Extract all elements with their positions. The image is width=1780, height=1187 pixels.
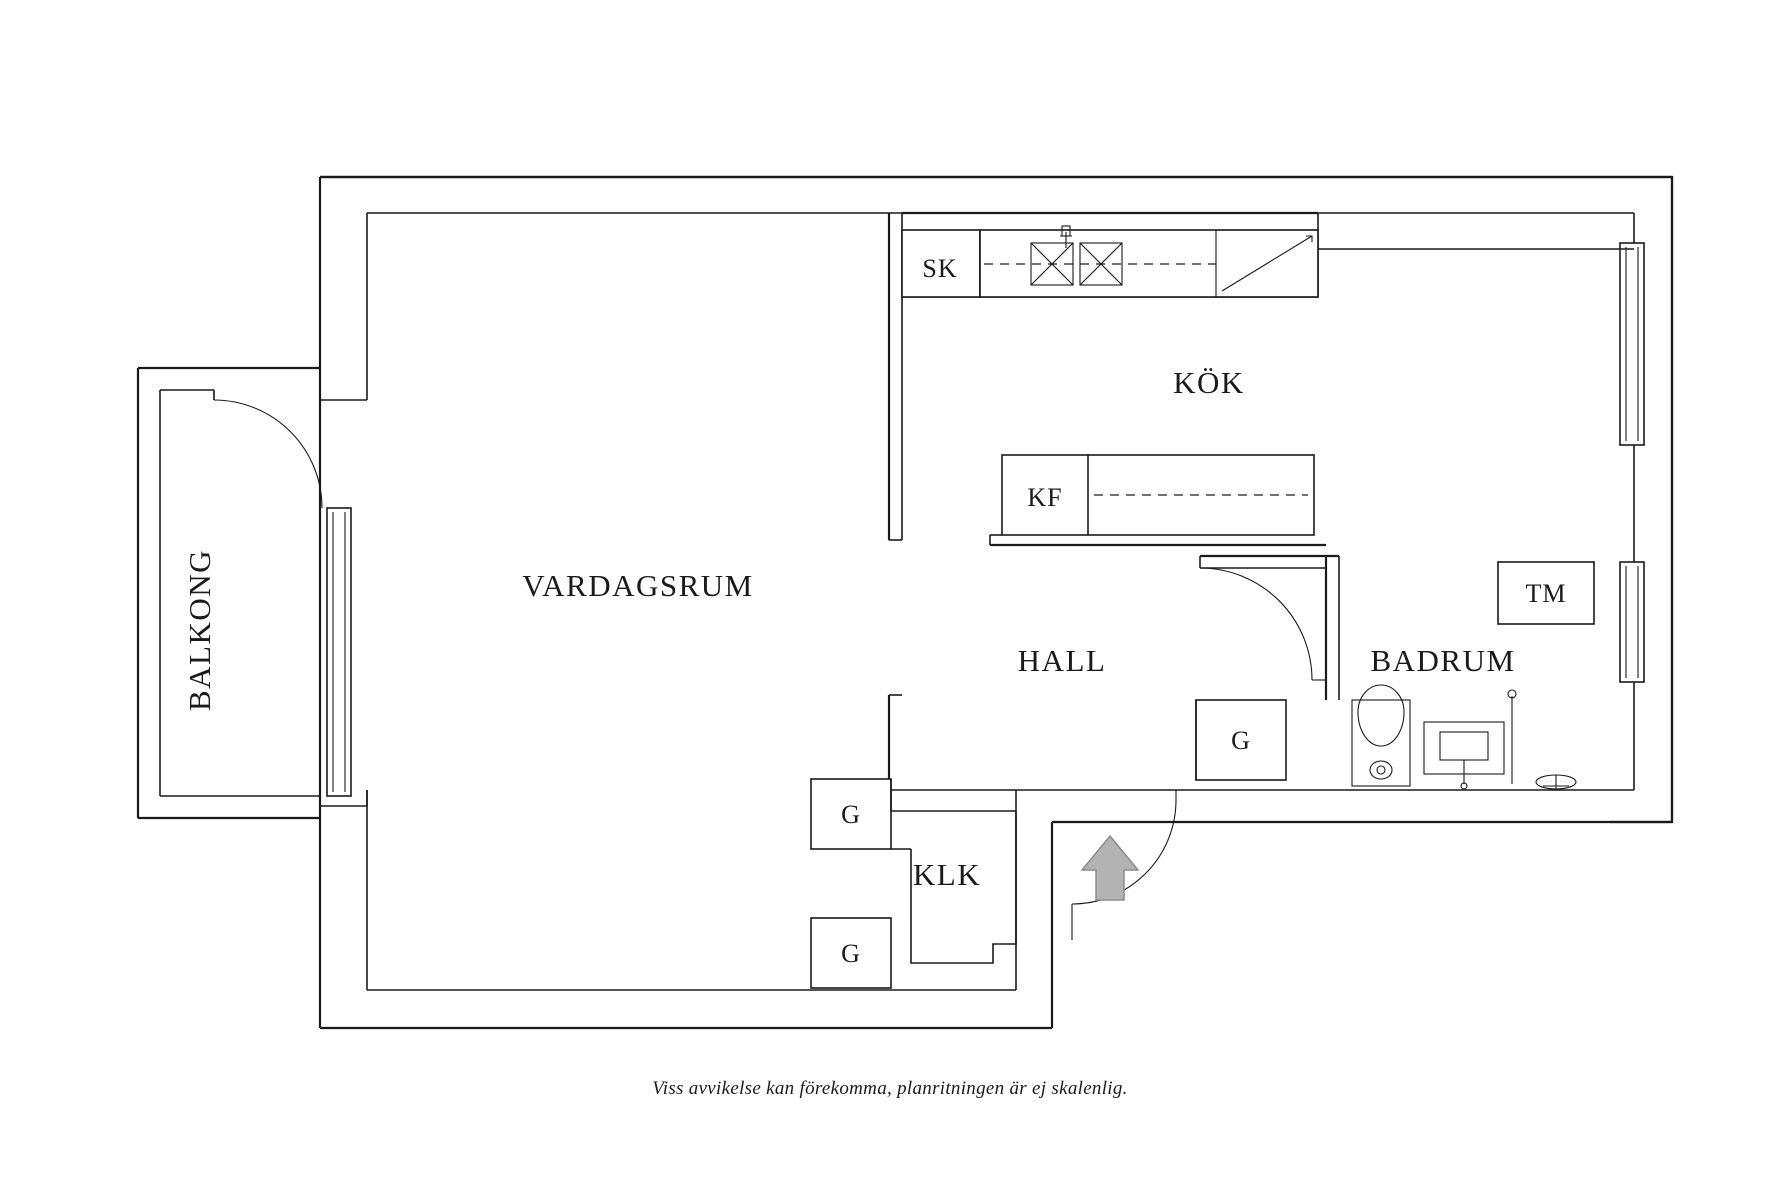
fixture-label-g-klk-upper: G: [841, 800, 861, 829]
room-label-hall: HALL: [1017, 643, 1107, 678]
washbasin-symbol: [1424, 722, 1504, 789]
fixture-label-g-hall: G: [1231, 726, 1251, 755]
balcony-door-swing: [214, 392, 322, 508]
kitchen-counter-top: [980, 226, 1318, 297]
fixture-label-g-klk-lower: G: [841, 939, 861, 968]
window-kitchen: [1620, 243, 1644, 445]
bathroom-door-swing: [1200, 568, 1326, 680]
balcony-door-glazing: [327, 508, 351, 796]
room-label-balkong: BALKONG: [182, 548, 217, 712]
plan-disclaimer-caption: Viss avvikelse kan förekomma, planritningen är ej skalenlig.: [652, 1078, 1128, 1099]
fixture-label-tm: TM: [1525, 579, 1567, 608]
room-label-badrum: BADRUM: [1370, 643, 1516, 678]
toilet-symbol: [1352, 685, 1410, 786]
entrance-direction-arrow: [1082, 836, 1138, 900]
window-bathroom: [1620, 562, 1644, 682]
room-label-vardagsrum: VARDAGSRUM: [522, 568, 754, 603]
fixture-label-kf: KF: [1027, 483, 1063, 512]
room-label-klk: KLK: [912, 857, 982, 892]
balcony-outline: [138, 368, 320, 818]
shower-symbol: [1508, 690, 1576, 789]
fixture-label-sk: SK: [922, 254, 958, 283]
room-label-kok: KÖK: [1173, 365, 1245, 400]
